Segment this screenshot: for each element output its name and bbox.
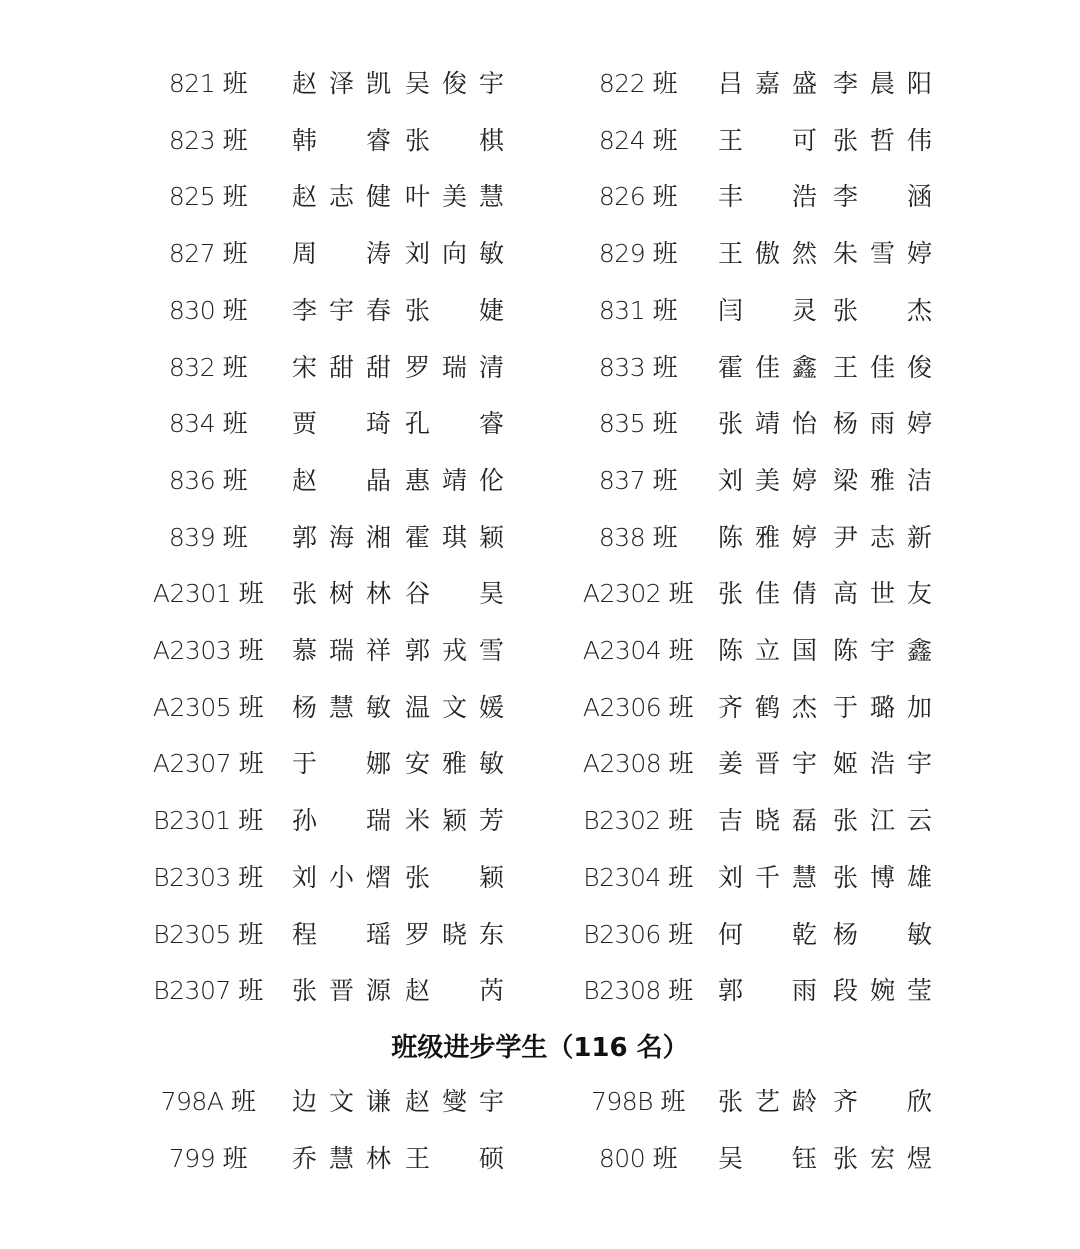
student-name: 刘小熠 [292,862,392,892]
student-name: 程 瑶 [292,919,392,949]
table-row [0,121,1080,161]
student-name: 张博雄 [833,862,933,892]
student-name: 杨雨婷 [833,409,933,439]
table-row [0,461,1080,501]
student-name: 罗晓东 [405,919,505,949]
table-row [0,971,1080,1011]
student-name: 贾 琦 [292,409,392,439]
student-name: 赵泽凯 [292,69,392,98]
class-label: 836 班 [168,465,248,495]
student-name: 慕瑞祥 [292,636,392,665]
table-row [0,234,1080,274]
class-label: A2304 班 [582,636,694,665]
student-name: 刘向敏 [405,239,505,269]
student-name: 孔 睿 [405,409,505,439]
class-label: 798B 班 [590,1087,686,1116]
student-name: 孙 瑞 [292,806,392,836]
student-name: 朱雪婷 [833,239,933,269]
class-label: A2307 班 [152,749,264,779]
student-name: 王 可 [718,125,818,155]
class-label: 833 班 [598,352,678,382]
student-name: 于璐加 [833,692,933,722]
student-name: 王佳俊 [833,352,933,382]
class-label: 798A 班 [160,1087,256,1116]
table-row [0,177,1080,217]
student-name: 杨慧敏 [292,692,392,722]
class-label: A2302 班 [582,579,694,609]
table-row [0,915,1080,955]
student-name: 齐鹤杰 [718,692,818,722]
student-name: 叶美慧 [405,182,505,212]
student-name: 韩 睿 [292,125,392,155]
student-name: 张艺龄 [718,1087,818,1116]
table-row [0,744,1080,784]
table-row [0,688,1080,728]
student-name: 谷 昊 [405,579,505,609]
student-name: 赵燮宇 [405,1087,505,1116]
student-name: 张树林 [292,579,392,609]
student-name: 陈立国 [718,636,818,665]
student-name: 霍琪颖 [405,522,505,552]
class-label: 823 班 [168,125,248,155]
student-name: 刘美婷 [718,465,818,495]
table-row [0,518,1080,558]
table-row [0,801,1080,841]
class-label: 831 班 [598,295,678,325]
student-name: 齐 欣 [833,1087,933,1116]
student-name: 霍佳鑫 [718,352,818,382]
student-name: 张靖怡 [718,409,818,439]
class-label: A2303 班 [152,636,264,665]
student-name: 于 娜 [292,749,392,779]
class-label: 829 班 [598,239,678,269]
table-row [0,64,1080,104]
student-name: 王傲然 [718,239,818,269]
student-name: 梁雅洁 [833,465,933,495]
student-name: 张 棋 [405,125,505,155]
student-name: 吴俊宇 [405,69,505,98]
class-label: B2303 班 [153,862,263,892]
student-name: 边文谦 [292,1087,392,1116]
student-name: 杨 敏 [833,919,933,949]
student-name: 陈宇鑫 [833,636,933,665]
student-name: 安雅敏 [405,749,505,779]
class-label: 827 班 [168,239,248,269]
class-label: 800 班 [598,1143,678,1173]
section-heading: 班级进步学生（116 名） [391,1033,689,1063]
class-label: 822 班 [598,69,678,98]
student-name: 乔慧林 [292,1143,392,1173]
class-label: 830 班 [168,295,248,325]
table-row [0,1082,1080,1122]
student-name: 米颖芳 [405,806,505,836]
student-name: 段婉莹 [833,976,933,1006]
class-label: 825 班 [168,182,248,212]
student-name: 郭 雨 [718,976,818,1006]
class-label: B2306 班 [583,919,693,949]
class-label: A2301 班 [152,579,264,609]
student-name: 张 杰 [833,295,933,325]
class-label: 799 班 [168,1143,248,1173]
student-name: 张江云 [833,806,933,836]
class-label: 834 班 [168,409,248,439]
class-label: B2307 班 [153,976,263,1006]
student-name: 尹志新 [833,522,933,552]
student-name: 温文媛 [405,692,505,722]
class-label: A2306 班 [582,692,694,722]
class-label: B2302 班 [583,806,693,836]
student-name: 赵 芮 [405,976,505,1006]
class-label: B2301 班 [153,806,263,836]
student-name: 周 涛 [292,239,392,269]
student-name: 刘千慧 [718,862,818,892]
student-name: 吉晓磊 [718,806,818,836]
table-row [0,574,1080,614]
table-row [0,1139,1080,1179]
student-name: 李晨阳 [833,69,933,98]
class-label: B2305 班 [153,919,263,949]
table-row [0,631,1080,671]
table-row [0,291,1080,331]
student-name: 丰 浩 [718,182,818,212]
class-label: 821 班 [168,69,248,98]
student-name: 罗瑞清 [405,352,505,382]
class-label: 839 班 [168,522,248,552]
student-name: 高世友 [833,579,933,609]
student-name: 张佳倩 [718,579,818,609]
student-name: 郭戎雪 [405,636,505,665]
student-name: 李宇春 [292,295,392,325]
table-row [0,858,1080,898]
table-row [0,348,1080,388]
student-name: 张 颖 [405,862,505,892]
student-name: 张晋源 [292,976,392,1006]
student-name: 惠靖伦 [405,465,505,495]
class-label: 838 班 [598,522,678,552]
class-label: 824 班 [598,125,678,155]
student-name: 王 硕 [405,1143,505,1173]
class-label: B2308 班 [583,976,693,1006]
class-label: A2308 班 [582,749,694,779]
student-name: 宋甜甜 [292,352,392,382]
student-name: 吴 钰 [718,1143,818,1173]
class-label: 837 班 [598,465,678,495]
student-name: 姜晋宇 [718,749,818,779]
student-name: 姬浩宇 [833,749,933,779]
class-label: 832 班 [168,352,248,382]
class-label: A2305 班 [152,692,264,722]
student-name: 郭海湘 [292,522,392,552]
student-name: 陈雅婷 [718,522,818,552]
student-name: 李 涵 [833,182,933,212]
student-name: 赵志健 [292,182,392,212]
student-name: 赵 晶 [292,465,392,495]
class-label: 835 班 [598,409,678,439]
student-name: 吕嘉盛 [718,69,818,98]
student-name: 张 婕 [405,295,505,325]
class-label: 826 班 [598,182,678,212]
student-name: 张哲伟 [833,125,933,155]
table-row [0,404,1080,444]
student-name: 闫 灵 [718,295,818,325]
student-name: 何 乾 [718,919,818,949]
student-name: 张宏煜 [833,1143,933,1173]
class-label: B2304 班 [583,862,693,892]
